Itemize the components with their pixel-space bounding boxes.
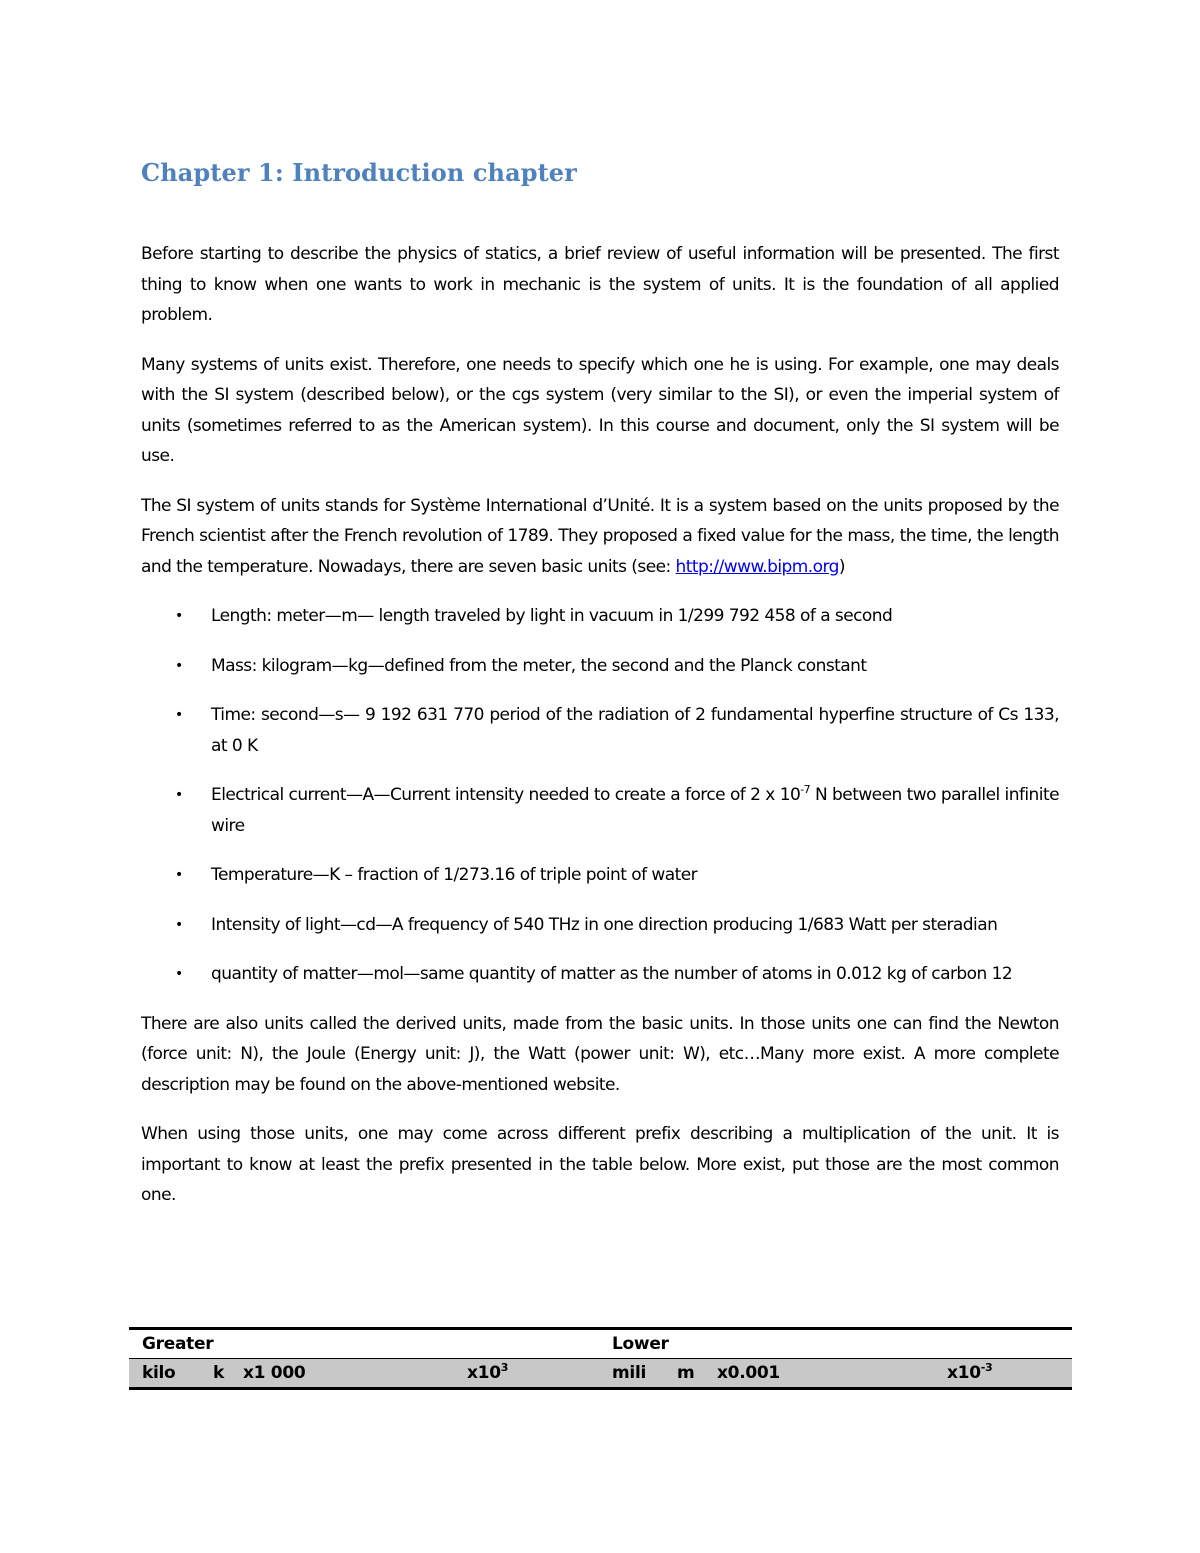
unit-time: Time: second—s— 9 192 631 770 period of the radiation of 2 fundamental hyperfine structure of Cs 133, at 0 K bbox=[211, 705, 1059, 756]
unit-current-after: N between two parallel infinite wire bbox=[211, 785, 1059, 836]
bullet-icon: • bbox=[175, 707, 183, 723]
lower-power-exp: -3 bbox=[980, 1361, 993, 1374]
header-lower: Lower bbox=[612, 1334, 669, 1354]
cell-lower-name: mili bbox=[612, 1363, 646, 1383]
paragraph-si bbox=[141, 491, 1059, 583]
bullet-icon: • bbox=[175, 867, 183, 883]
header-greater: Greater bbox=[142, 1334, 214, 1354]
list-item bbox=[141, 910, 1059, 941]
cell-lower-symbol: m bbox=[677, 1363, 695, 1383]
lower-power-base: x10 bbox=[947, 1363, 981, 1383]
unit-current-exponent: -7 bbox=[800, 783, 811, 796]
bipm-link[interactable]: http://www.bipm.org bbox=[675, 556, 839, 577]
cell-greater-power bbox=[467, 1359, 612, 1389]
paragraph-systems: Many systems of units exist. Therefore, one needs to specify which one he is using. For example, one may deals with the SI system (described below), or the cgs system (very similar to the SI), or even the imperial system of units (sometimes referred to as the American system). In this course and document, only the SI system will be use. bbox=[141, 354, 1059, 466]
list-item bbox=[141, 959, 1059, 990]
greater-power-exp: 3 bbox=[500, 1361, 509, 1374]
unit-current bbox=[211, 785, 1059, 836]
unit-length: Length: meter—m— length traveled by light in vacuum in 1/299 792 458 of a second bbox=[211, 606, 893, 626]
unit-current-before: Electrical current—A—Current intensity needed to create a force of 2 x 10 bbox=[211, 785, 801, 805]
cell-lower-factor: x0.001 bbox=[717, 1363, 780, 1383]
unit-mass: Mass: kilogram—kg—defined from the meter, the second and the Planck constant bbox=[211, 655, 867, 676]
bullet-icon: • bbox=[175, 608, 183, 624]
list-item bbox=[141, 780, 1059, 841]
cell-greater-factor: x1 000 bbox=[243, 1363, 306, 1383]
list-item bbox=[141, 860, 1059, 891]
unit-temperature: Temperature—K – fraction of 1/273.16 of triple point of water bbox=[211, 865, 698, 885]
cell-greater-symbol: k bbox=[213, 1363, 225, 1383]
bullet-icon: • bbox=[175, 966, 183, 982]
greater-power-base: x10 bbox=[467, 1363, 501, 1383]
list-item bbox=[141, 601, 1059, 632]
bullet-icon: • bbox=[175, 787, 183, 803]
cell-lower-power bbox=[947, 1359, 1072, 1389]
base-units-list bbox=[141, 601, 1059, 990]
paragraph-intro: Before starting to describe the physics of statics, a brief review of useful information will be presented. The first thing to know when one wants to work in mechanic is the system of units. It is the foundation of all applied problem. bbox=[141, 244, 1059, 325]
table-row bbox=[129, 1359, 1072, 1389]
chapter-title: Chapter 1: Introduction chapter bbox=[141, 158, 577, 187]
paragraph-derived: There are also units called the derived units, made from the basic units. In those units one can find the Newton (force unit: N), the Joule (Energy unit: J), the Watt (power unit: W), etc…Many more exist. A more complete description may be found on the above-mentioned website. bbox=[141, 1013, 1059, 1095]
list-item bbox=[141, 651, 1059, 682]
paragraph-si-close: ) bbox=[838, 556, 845, 577]
unit-matter: quantity of matter—mol—same quantity of matter as the number of atoms in 0.012 kg of carbon 12 bbox=[211, 964, 1013, 984]
paragraph-prefix: When using those units, one may come across different prefix describing a multiplication of the unit. It is important to know at least the prefix presented in the table below. More exist, put those are the most common one. bbox=[141, 1124, 1059, 1205]
paragraph-si-text: The SI system of units stands for Système International d’Unité. It is a system based on the units proposed by the French scientist after the French revolution of 1789. They proposed a fixed value for the mass, the time, the length and the temperature. Nowadays, there are seven basic units (see: bbox=[141, 495, 1059, 577]
table-header-row bbox=[129, 1329, 1072, 1359]
cell-greater-name: kilo bbox=[142, 1363, 176, 1383]
page-content bbox=[141, 158, 1059, 1230]
list-item bbox=[141, 700, 1059, 761]
prefix-table bbox=[129, 1327, 1072, 1390]
bullet-icon: • bbox=[175, 657, 183, 674]
bullet-icon: • bbox=[175, 916, 183, 933]
unit-light: Intensity of light—cd—A frequency of 540 THz in one direction producing 1/683 Watt per steradian bbox=[211, 914, 998, 935]
